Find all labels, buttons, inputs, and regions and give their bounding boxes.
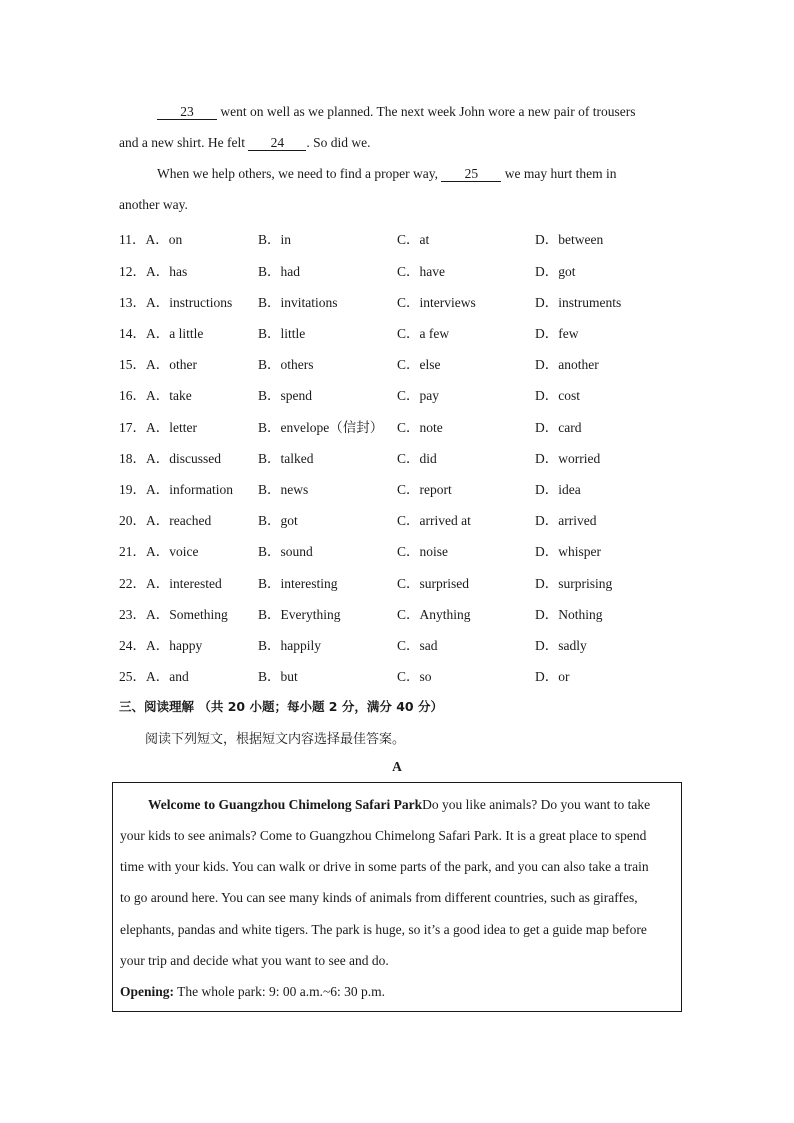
option-b[interactable]: B．in [258, 232, 292, 247]
option-b[interactable]: B．got [258, 513, 298, 528]
option-row-20 [119, 509, 679, 529]
option-c[interactable]: C．arrived at [397, 513, 471, 528]
option-d[interactable]: D．another [535, 357, 599, 372]
option-b[interactable]: B．but [258, 669, 298, 684]
cloze-text: . So did we. [306, 135, 371, 150]
option-a[interactable]: 12．A．has [119, 264, 188, 279]
option-row-19 [119, 478, 679, 498]
option-c[interactable]: C．report [397, 482, 452, 497]
cloze-text: we may hurt them in [501, 166, 617, 181]
option-c[interactable]: C．else [397, 357, 441, 372]
option-c[interactable]: C．did [397, 451, 437, 466]
option-a[interactable]: 23．A．Something [119, 607, 228, 622]
option-row-25 [119, 665, 679, 685]
option-d[interactable]: D．worried [535, 451, 601, 466]
option-c[interactable]: C．sad [397, 638, 438, 653]
passage-line-2: your kids to see animals? Come to Guangzhou Chimelong Safari Park. It is a great place to spend [120, 828, 647, 843]
option-d[interactable]: D．card [535, 420, 582, 435]
option-b[interactable]: B．sound [258, 544, 313, 559]
option-d[interactable]: D．got [535, 264, 576, 279]
opening-text: The whole park: 9: 00 a.m.~6: 30 p.m. [174, 984, 386, 999]
blank-23: 23 [157, 105, 217, 120]
option-row-17 [119, 416, 679, 436]
cloze-text: When we help others, we need to find a proper way, [157, 166, 442, 181]
opening-hours [120, 984, 385, 1000]
option-b[interactable]: B．invitations [258, 295, 338, 310]
option-c[interactable]: C．at [397, 232, 430, 247]
option-b[interactable]: B．little [258, 326, 306, 341]
option-b[interactable]: B．happily [258, 638, 321, 653]
option-row-21 [119, 540, 679, 560]
option-b[interactable]: B．news [258, 482, 309, 497]
option-d[interactable]: D．surprising [535, 576, 613, 591]
cloze-line-4: another way. [119, 197, 188, 212]
option-a[interactable]: 19．A．information [119, 482, 233, 497]
option-c[interactable]: C．pay [397, 388, 439, 403]
option-d[interactable]: D．between [535, 232, 604, 247]
cloze-line-3 [157, 166, 617, 182]
option-a[interactable]: 18．A．discussed [119, 451, 221, 466]
option-row-22 [119, 572, 679, 592]
option-a[interactable]: 22．A．interested [119, 576, 222, 591]
passage-line-1 [148, 797, 650, 813]
option-b[interactable]: B．envelope（信封） [258, 420, 384, 435]
passage-line-6: your trip and decide what you want to see and do. [120, 953, 389, 968]
passage-line-4: to go around here. You can see many kinds of animals from different countries, such as giraffes, [120, 890, 638, 905]
section-title: 三、阅读理解 （共 20 小题；每小题 2 分，满分 40 分） [119, 699, 443, 714]
option-c[interactable]: C．a few [397, 326, 450, 341]
option-a[interactable]: 21．A．voice [119, 544, 199, 559]
option-d[interactable]: D．instruments [535, 295, 622, 310]
option-c[interactable]: C．so [397, 669, 432, 684]
option-d[interactable]: D．cost [535, 388, 580, 403]
opening-label: Opening: [120, 984, 175, 999]
option-a[interactable]: 15．A．other [119, 357, 197, 372]
option-c[interactable]: C．have [397, 264, 445, 279]
option-row-11 [119, 228, 679, 248]
option-b[interactable]: B．Everything [258, 607, 341, 622]
option-a[interactable]: 11．A．on [119, 232, 183, 247]
cloze-line-2 [119, 135, 370, 151]
option-a[interactable]: 14．A．a little [119, 326, 204, 341]
option-b[interactable]: B．talked [258, 451, 314, 466]
option-d[interactable]: D．or [535, 669, 570, 684]
option-a[interactable]: 25．A．and [119, 669, 189, 684]
option-row-18 [119, 447, 679, 467]
section-instruction: 阅读下列短文，根据短文内容选择最佳答案。 [145, 732, 406, 747]
option-d[interactable]: D．sadly [535, 638, 587, 653]
option-a[interactable]: 24．A．happy [119, 638, 203, 653]
option-d[interactable]: D．idea [535, 482, 581, 497]
option-b[interactable]: B．had [258, 264, 300, 279]
cloze-text: and a new shirt. He felt [119, 135, 249, 150]
option-row-23 [119, 603, 679, 623]
option-d[interactable]: D．few [535, 326, 579, 341]
option-row-15 [119, 353, 679, 373]
passage-label: A [392, 759, 402, 774]
option-d[interactable]: D．arrived [535, 513, 597, 528]
option-c[interactable]: C．surprised [397, 576, 469, 591]
option-a[interactable]: 13．A．instructions [119, 295, 233, 310]
option-c[interactable]: C．Anything [397, 607, 471, 622]
option-d[interactable]: D．whisper [535, 544, 601, 559]
blank-24: 24 [248, 136, 306, 151]
option-a[interactable]: 20．A．reached [119, 513, 212, 528]
passage-a-box [112, 782, 682, 1012]
cloze-text: went on well as we planned. The next week John wore a new pair of trousers [217, 104, 636, 119]
passage-line-5: elephants, pandas and white tigers. The park is huge, so it’s a good idea to get a guide map before [120, 922, 647, 937]
option-a[interactable]: 17．A．letter [119, 420, 197, 435]
option-c[interactable]: C．note [397, 420, 443, 435]
option-c[interactable]: C．interviews [397, 295, 476, 310]
option-row-12 [119, 260, 679, 280]
blank-25: 25 [441, 167, 501, 182]
option-b[interactable]: B．others [258, 357, 314, 372]
passage-text: Do you like animals? Do you want to take [422, 797, 651, 812]
option-b[interactable]: B．interesting [258, 576, 338, 591]
option-row-16 [119, 384, 679, 404]
cloze-line-1 [157, 104, 636, 120]
option-c[interactable]: C．noise [397, 544, 449, 559]
option-row-13 [119, 291, 679, 311]
passage-heading: Welcome to Guangzhou Chimelong Safari Park [148, 797, 423, 812]
option-b[interactable]: B．spend [258, 388, 312, 403]
option-row-14 [119, 322, 679, 342]
option-row-24 [119, 634, 679, 654]
option-a[interactable]: 16．A．take [119, 388, 192, 403]
option-d[interactable]: D．Nothing [535, 607, 603, 622]
passage-line-3: time with your kids. You can walk or drive in some parts of the park, and you can also take a train [120, 859, 649, 874]
